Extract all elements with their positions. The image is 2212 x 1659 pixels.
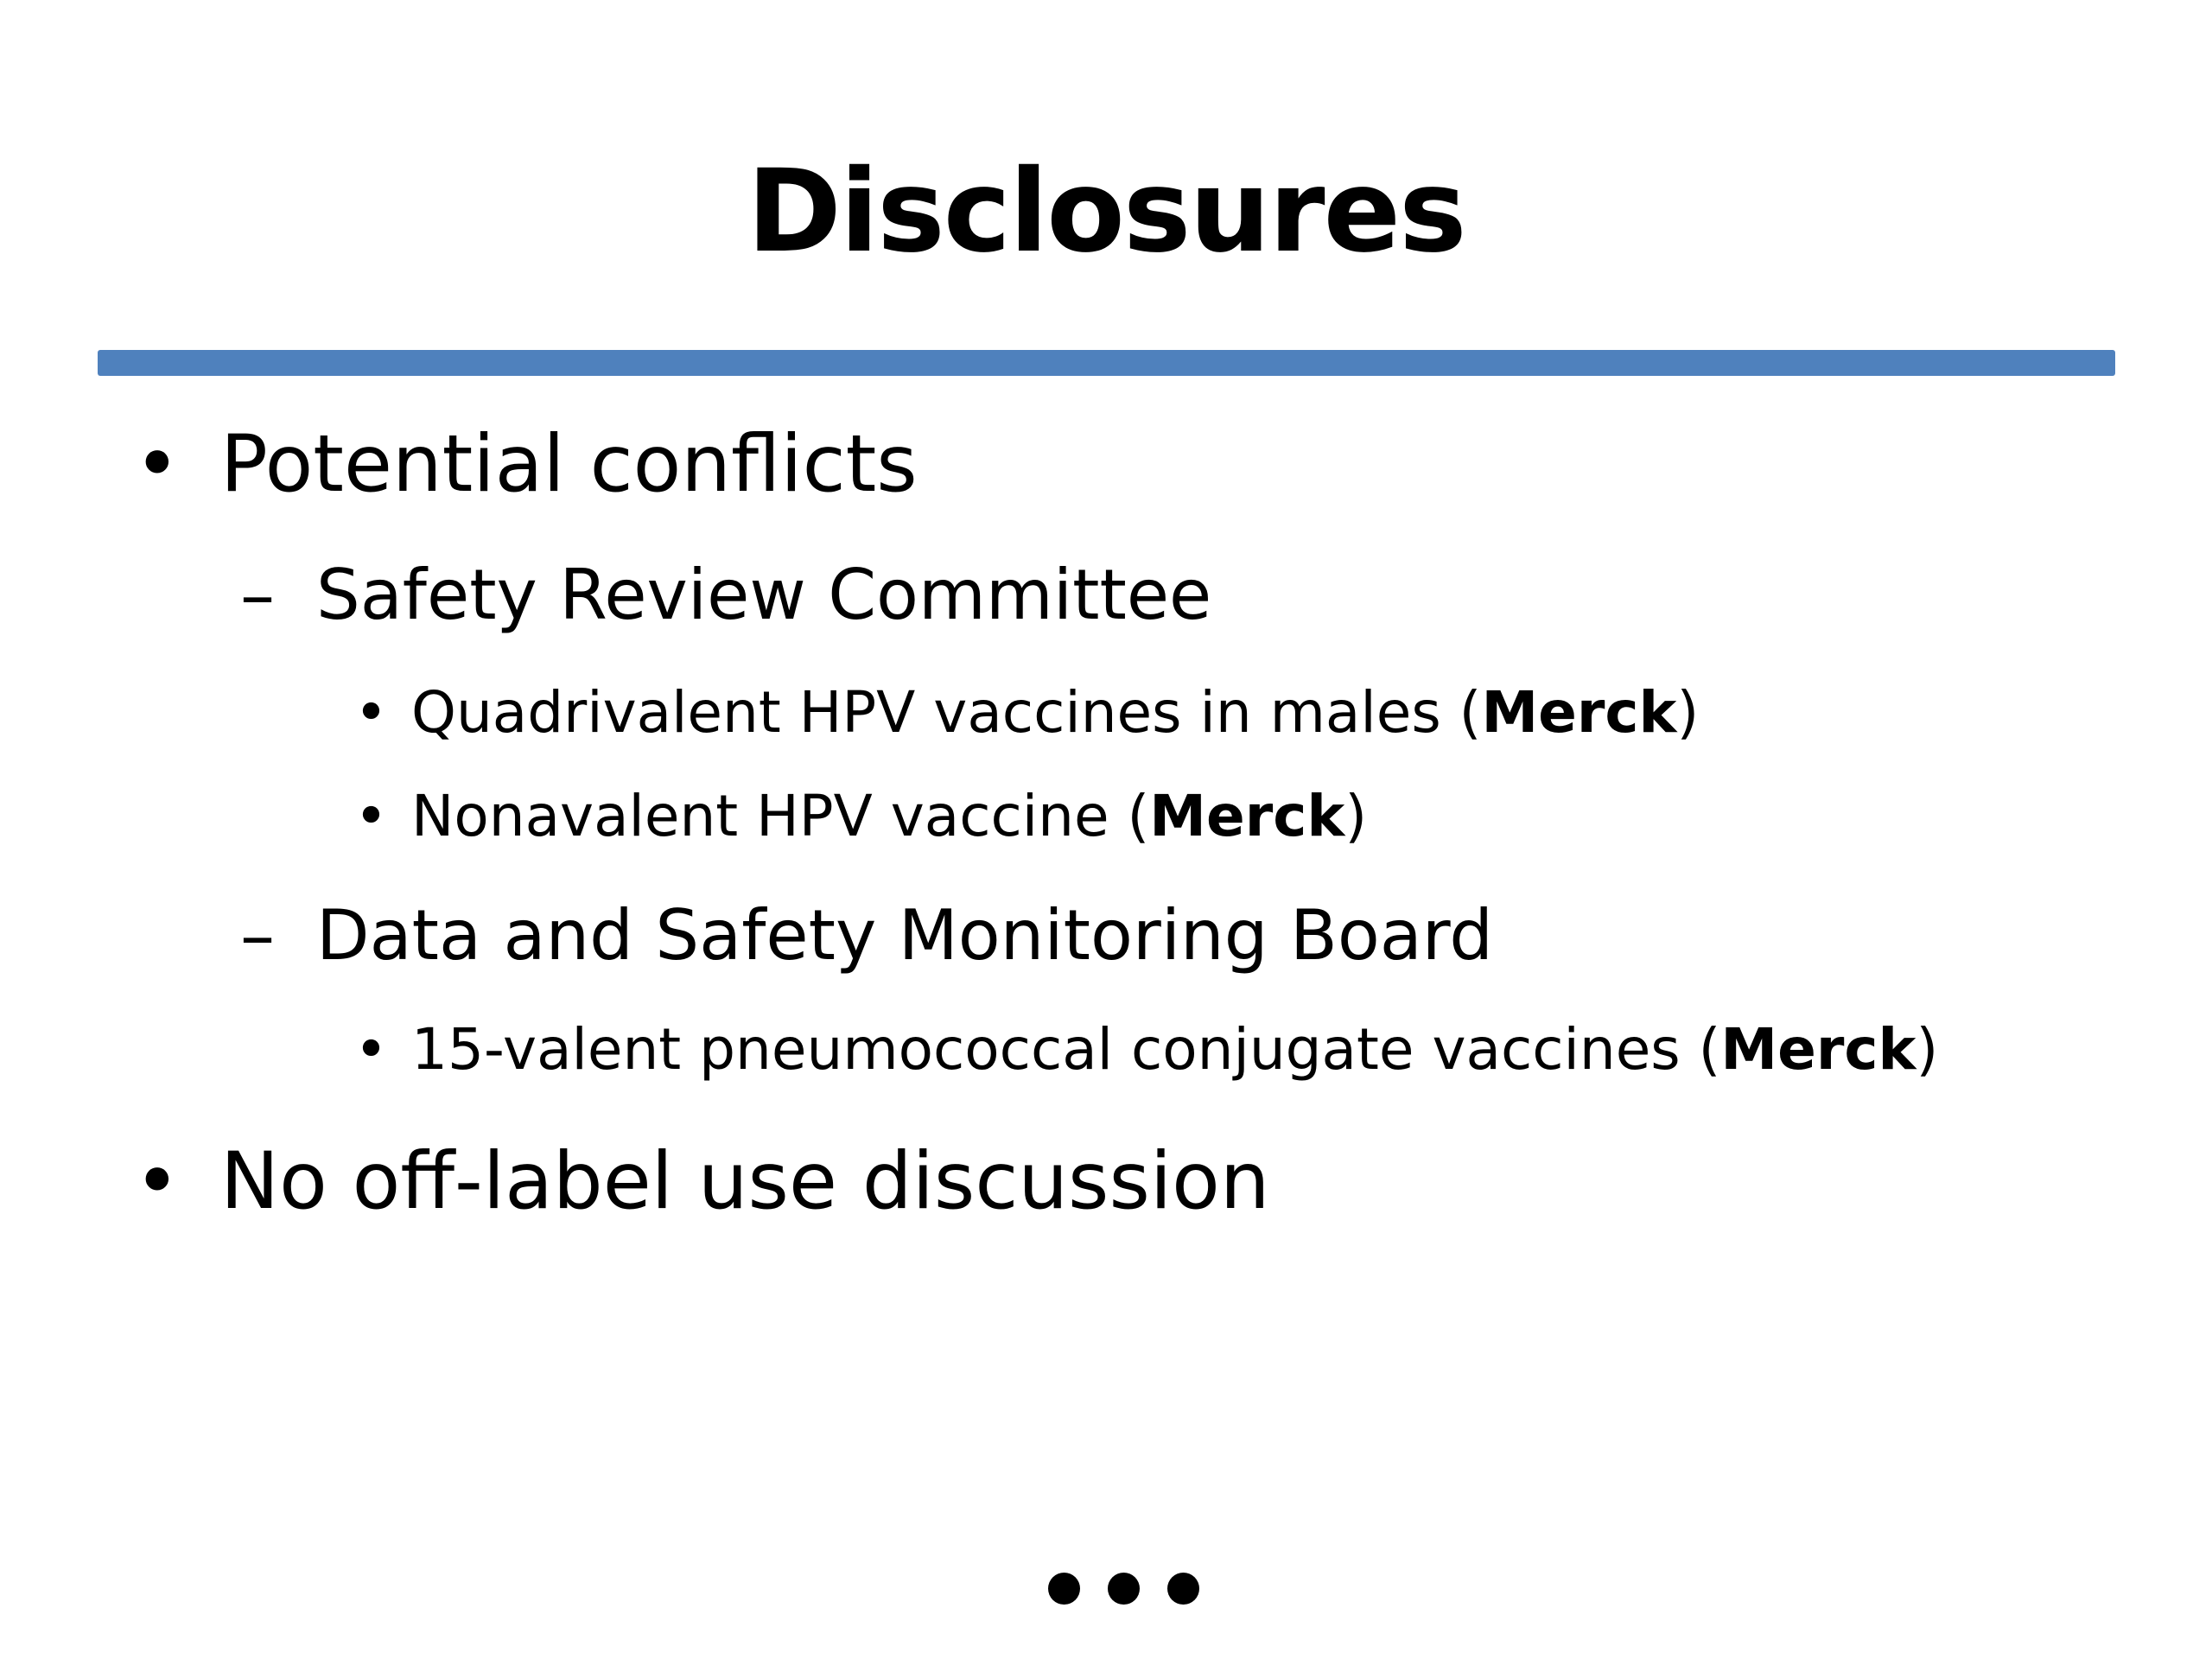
item-text: Nonavalent HPV vaccine ( xyxy=(411,783,1150,849)
title-divider xyxy=(98,350,2115,376)
ellipsis-icon xyxy=(1037,1573,1210,1607)
ellipsis-dot xyxy=(1108,1573,1140,1605)
bullet-marker: • xyxy=(134,1136,181,1227)
subsubitem-text xyxy=(411,778,1367,855)
sponsor-name: Merck xyxy=(1720,1016,1916,1083)
bullet-marker: • xyxy=(354,679,388,746)
dash-marker: – xyxy=(240,555,275,635)
subitem-text: Data and Safety Monitoring Board xyxy=(316,895,1494,976)
subitem-text: Safety Review Committee xyxy=(316,555,1212,635)
slide-title: Disclosures xyxy=(747,145,1465,278)
subsubitem-text xyxy=(411,674,1699,752)
subsubitem-text xyxy=(411,1011,1938,1089)
close-paren: ) xyxy=(1676,679,1700,746)
item-text: 15-valent pneumococcal conjugate vaccines ( xyxy=(411,1016,1721,1083)
item-text: Quadrivalent HPV vaccines in males ( xyxy=(411,679,1482,746)
bullet-marker: • xyxy=(354,783,388,849)
dash-marker: – xyxy=(240,895,275,976)
ellipsis-dot xyxy=(1048,1573,1080,1605)
bullet-marker: • xyxy=(134,419,181,510)
bullet-text: Potential conflicts xyxy=(220,419,918,510)
sponsor-name: Merck xyxy=(1481,679,1677,746)
bullet-text: No off-label use discussion xyxy=(220,1136,1270,1227)
bullet-marker: • xyxy=(354,1016,388,1083)
sponsor-name: Merck xyxy=(1149,783,1345,849)
close-paren: ) xyxy=(1916,1016,1939,1083)
close-paren: ) xyxy=(1344,783,1368,849)
ellipsis-dot xyxy=(1167,1573,1199,1605)
